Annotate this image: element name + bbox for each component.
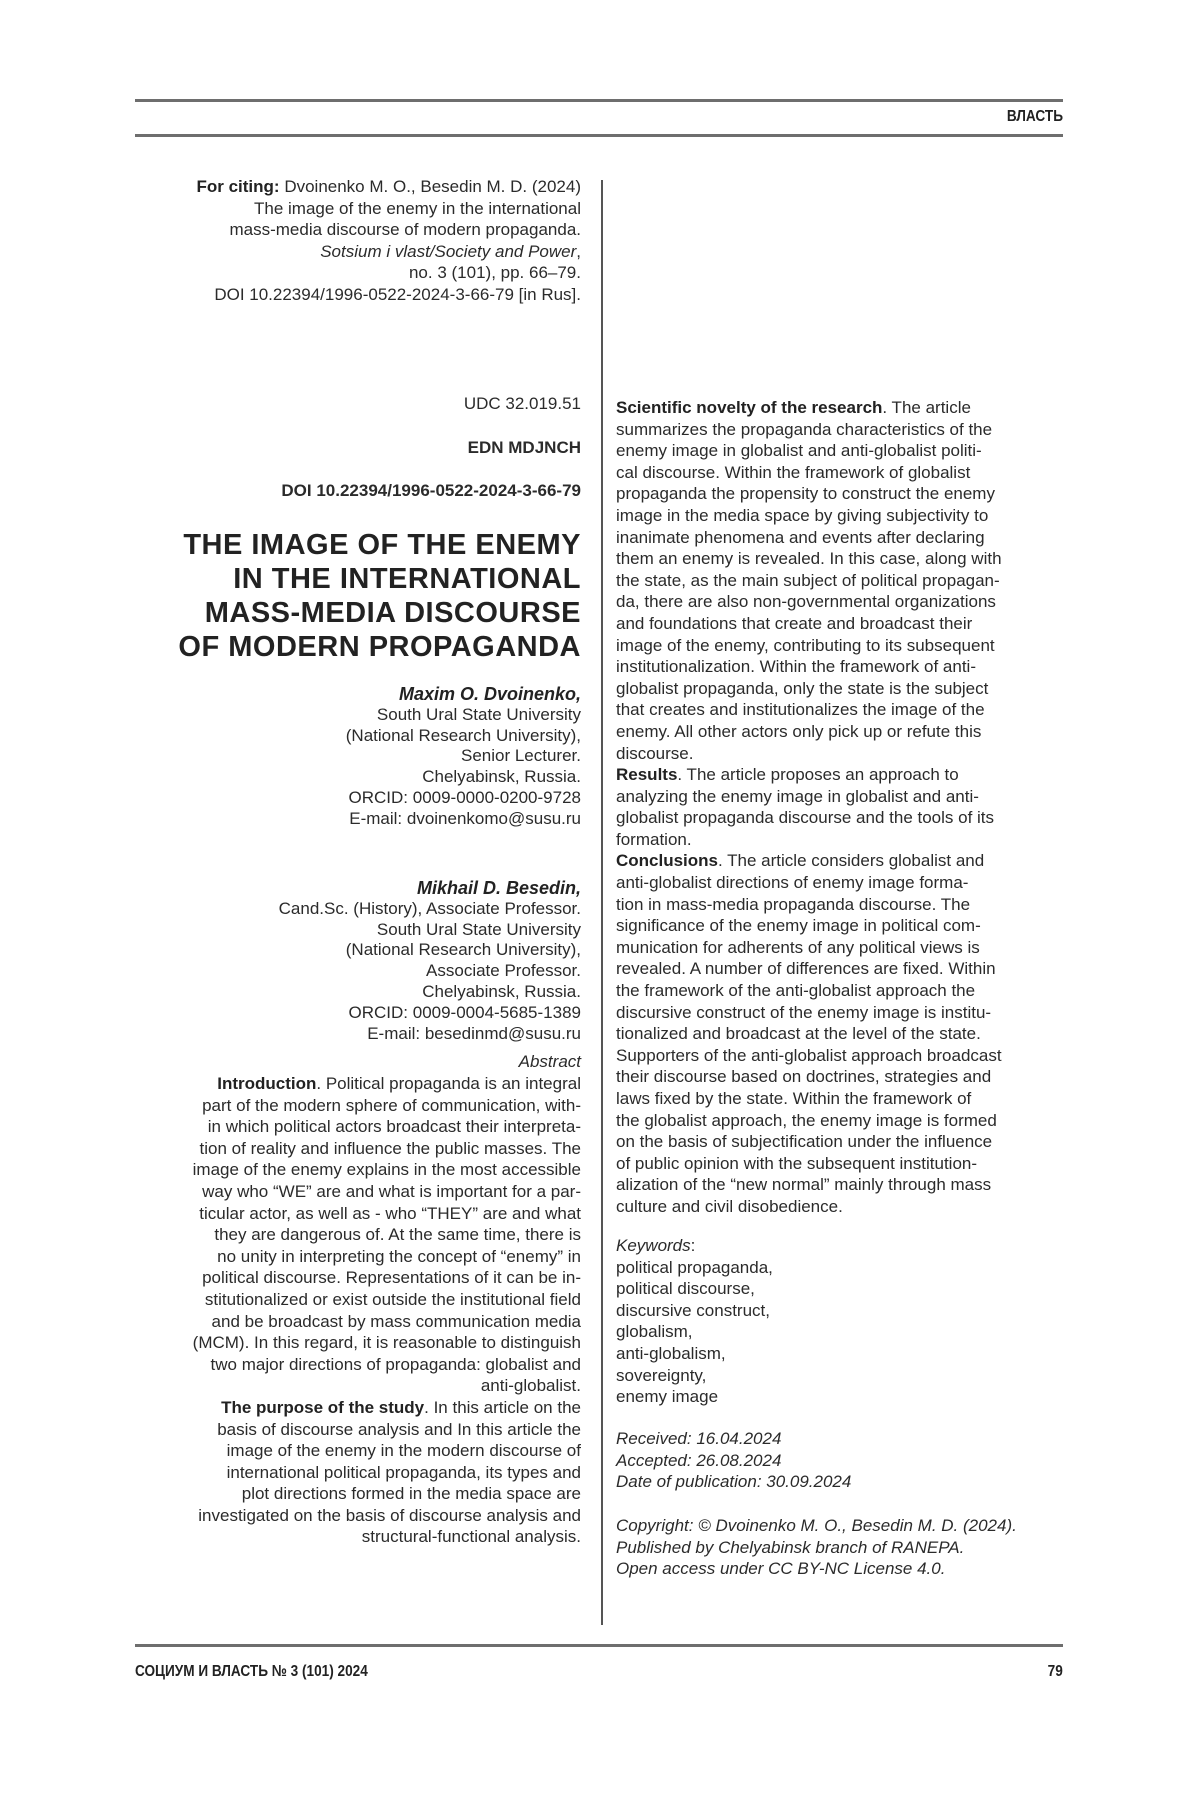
text-line: the framework of the anti-globalist approach the: [616, 981, 976, 1001]
edn: EDN MDJNCH: [467, 438, 581, 457]
text-line: way who “WE” are and what is important for a par-: [202, 1181, 581, 1201]
title-line: THE IMAGE OF THE ENEMY: [183, 529, 581, 561]
journal-name: Sotsium i vlast/Society and Power: [320, 241, 577, 261]
text-line: significance of the enemy image in political com-: [616, 916, 981, 936]
text-line: basis of discourse analysis and In this article the: [217, 1419, 581, 1439]
paragraph-heading: Results: [616, 765, 678, 785]
text-line: the globalist approach, the enemy image is formed: [616, 1110, 997, 1130]
text-line: part of the modern sphere of communication, with-: [202, 1095, 581, 1115]
text-line: they are dangerous of. At the same time, there is: [214, 1225, 581, 1245]
text-line: . The article considers globalist and: [718, 851, 985, 871]
text-line: globalist propaganda, only the state is the subject: [616, 678, 989, 698]
author-name: Maxim O. Dvoinenko,: [398, 684, 581, 704]
citation-line: Dvoinenko M. O., Besedin M. D. (2024): [284, 177, 581, 196]
text-line: on the basis of subjectification under the influence: [616, 1132, 993, 1152]
paragraph-heading: Conclusions: [616, 851, 719, 871]
text-line: (National Research University),: [345, 725, 581, 745]
text-line: culture and civil disobedience.: [616, 1196, 843, 1216]
text-line: image of the enemy, contributing to its subsequent: [616, 635, 995, 655]
text-line: munication for adherents of any political views is: [616, 937, 980, 957]
page-number: 79: [1047, 1663, 1063, 1680]
text-line: Date of publication: 30.09.2024: [616, 1472, 852, 1492]
text-line: globalism,: [616, 1322, 693, 1342]
text-line: globalist propaganda discourse and the tools of its: [616, 808, 995, 828]
text-line: image of the enemy explains in the most accessible: [192, 1160, 581, 1180]
text-line: formation.: [616, 829, 692, 849]
text-line: Chelyabinsk, Russia.: [422, 767, 581, 787]
title-line: IN THE INTERNATIONAL: [233, 563, 581, 595]
text-line: tion of reality and influence the public masses. The: [199, 1138, 581, 1158]
text-line: image of the enemy in the modern discourse of: [226, 1441, 581, 1461]
citation-line: DOI 10.22394/1996-0522-2024-3-66-79 [in Rus].: [214, 284, 581, 304]
text-line: stitutionalized or exist outside the institutional field: [204, 1289, 581, 1309]
keywords-label: Keywords:: [616, 1236, 696, 1255]
text-line: Published by Chelyabinsk branch of RANEPA.: [616, 1537, 965, 1557]
abstract-right: [616, 397, 1002, 1218]
header-rule-bottom: [135, 134, 1063, 137]
title-line: MASS-MEDIA DISCOURSE: [204, 597, 581, 629]
text-line: institutionalization. Within the framework of anti-: [616, 657, 976, 677]
article-title: [178, 528, 581, 664]
text-line: inanimate phenomena and events after declaring: [616, 527, 985, 547]
text-line: enemy image: [616, 1387, 719, 1407]
author-2: [279, 878, 581, 1044]
text-line: their discourse based on doctrines, strategies and: [616, 1067, 992, 1087]
column-divider: [601, 180, 603, 1625]
text-line: anti-globalist directions of enemy image forma-: [616, 873, 969, 893]
text-line: and be broadcast by mass communication media: [211, 1311, 581, 1331]
text-line: plot directions formed in the media space are: [241, 1484, 581, 1504]
text-line: E-mail: besedinmd@susu.ru: [367, 1023, 581, 1043]
citation-block: For citing: Dvoinenko M. O., Besedin M. D. (2024) The image of the enemy in the international mass-media discourse of modern propaganda. Sotsium i vlast/Society and Power, no. 3 (101), pp. 66–79. DOI 10.22394/1996-0522-2024-3-66-79 [in Rus].: [196, 177, 581, 304]
paragraph-first-line: [616, 850, 1002, 872]
text-line: Chelyabinsk, Russia.: [422, 981, 581, 1001]
text-line: international political propaganda, its types and: [226, 1462, 581, 1482]
footer-journal: СОЦИУМ И ВЛАСТЬ № 3 (101) 2024: [135, 1663, 368, 1680]
text-line: ticular actor, as well as - who “THEY” are and what: [199, 1203, 581, 1223]
text-line: tion in mass-media propaganda discourse. The: [616, 894, 971, 914]
keywords-label-text: Keywords: [616, 1236, 691, 1255]
text-line: . The article proposes an approach to: [677, 765, 959, 785]
text-line: investigated on the basis of discourse analysis and: [198, 1505, 581, 1525]
text-line: discursive construct of the enemy image is institu-: [616, 1002, 992, 1022]
citation-line: mass-media discourse of modern propaganda.: [229, 220, 581, 240]
citation-line: The image of the enemy in the international: [254, 198, 581, 218]
text-line: ORCID: 0009-0000-0200-9728: [348, 787, 581, 807]
text-line: Senior Lecturer.: [460, 746, 581, 766]
paragraph-first-line: [193, 1073, 581, 1095]
text-line: Received: 16.04.2024: [616, 1429, 782, 1448]
paragraph-first-line: [616, 397, 1002, 419]
text-line: . Political propaganda is an integral: [316, 1074, 581, 1093]
citing-label: For citing:: [196, 177, 280, 196]
header-rule-top: [135, 99, 1063, 102]
text-line: structural-functional analysis.: [361, 1527, 581, 1547]
paragraph-first-line: [616, 764, 1002, 786]
footer-rule: [135, 1644, 1063, 1647]
text-line: cal discourse. Within the framework of globalist: [616, 462, 971, 482]
text-line: laws fixed by the state. Within the framework of: [616, 1089, 972, 1108]
text-line: South Ural State University: [376, 704, 581, 724]
text-line: South Ural State University: [376, 919, 581, 939]
text-line: propaganda the propensity to construct the enemy: [616, 484, 995, 504]
text-line: anti-globalist.: [480, 1376, 581, 1396]
text-line: that creates and institutionalizes the image of the: [616, 700, 985, 720]
text-line: Accepted: 26.08.2024: [616, 1450, 782, 1470]
text-line: two major directions of propaganda: globalist and: [210, 1354, 581, 1374]
text-line: enemy. All other actors only pick up or refute this: [616, 721, 982, 741]
citation-line: no. 3 (101), pp. 66–79.: [408, 263, 581, 283]
text-line: Associate Professor.: [426, 961, 581, 981]
text-line: them an enemy is revealed. In this case, along with: [616, 549, 1002, 569]
text-line: alization of the “new normal” mainly through mass: [616, 1175, 992, 1195]
text-line: (MCM). In this regard, it is reasonable to distinguish: [192, 1333, 581, 1353]
text-line: Open access under CC BY-NC License 4.0.: [616, 1559, 946, 1579]
doi: DOI 10.22394/1996-0522-2024-3-66-79: [281, 481, 581, 500]
author-1: [346, 684, 581, 830]
paragraph-first-line: [193, 1397, 581, 1419]
text-line: analyzing the enemy image in globalist and anti-: [616, 786, 979, 806]
paragraph-heading: Introduction: [217, 1074, 317, 1093]
text-line: the state, as the main subject of political propagan-: [616, 570, 1000, 590]
text-line: da, there are also non-governmental organizations: [616, 592, 996, 612]
udc: UDC 32.019.51: [463, 394, 581, 413]
paragraph-heading: The purpose of the study: [221, 1397, 425, 1417]
text-line: enemy image in globalist and anti-globalist politi-: [616, 441, 982, 461]
text-line: E-mail: dvoinenkomo@susu.ru: [349, 808, 581, 828]
text-line: tionalized and broadcast at the level of the state.: [616, 1024, 981, 1044]
text-line: political discourse. Representations of it can be in-: [202, 1268, 581, 1288]
text-line: of public opinion with the subsequent institution-: [616, 1153, 978, 1173]
text-line: (National Research University),: [345, 940, 581, 960]
text-line: image in the media space by giving subjectivity to: [616, 505, 989, 525]
text-line: no unity in interpreting the concept of “enemy” in: [217, 1246, 581, 1266]
text-line: Cand.Sc. (History), Associate Professor.: [278, 898, 581, 918]
text-line: summarizes the propaganda characteristics of the: [616, 419, 993, 439]
text-line: discourse.: [616, 743, 694, 763]
text-line: . The article: [882, 398, 971, 417]
text-line: discursive construct,: [616, 1300, 770, 1320]
author-name: Mikhail D. Besedin,: [416, 878, 581, 898]
section-title: ВЛАСТЬ: [1006, 108, 1063, 125]
abstract-left: [193, 1073, 581, 1548]
keywords: [616, 1235, 773, 1408]
dates: [616, 1428, 851, 1493]
copyright: [616, 1515, 1017, 1580]
paragraph-heading: Scientific novelty of the research: [616, 398, 883, 417]
text-line: political propaganda,: [616, 1257, 773, 1277]
text-line: sovereignty,: [616, 1365, 707, 1385]
text-line: Copyright: © Dvoinenko M. O., Besedin M. D. (2024).: [616, 1516, 1017, 1535]
text-line: anti-globalism,: [616, 1343, 726, 1363]
text-line: Supporters of the anti-globalist approach broadcast: [616, 1045, 1002, 1065]
abstract-label: Abstract: [518, 1052, 581, 1071]
text-line: and foundations that create and broadcast their: [616, 613, 973, 633]
text-line: ORCID: 0009-0004-5685-1389: [348, 1002, 581, 1022]
text-line: political discourse,: [616, 1279, 755, 1299]
text-line: revealed. A number of differences are fixed. Within: [616, 959, 996, 979]
title-line: OF MODERN PROPAGANDA: [178, 631, 581, 663]
text-line: in which political actors broadcast their interpreta-: [207, 1117, 581, 1137]
text-line: . In this article on the: [424, 1397, 581, 1417]
